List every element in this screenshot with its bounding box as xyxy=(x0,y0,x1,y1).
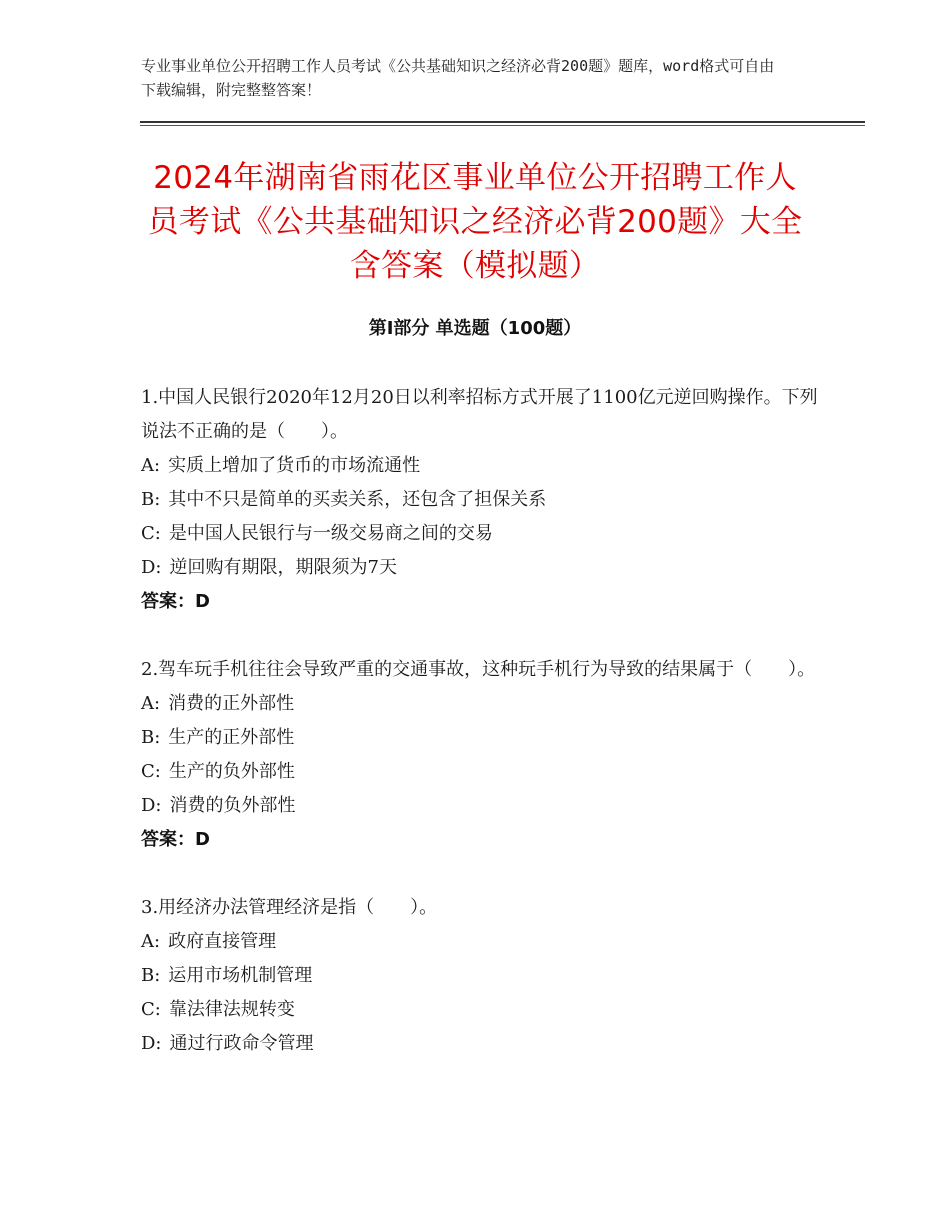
option-text: 通过行政命令管理 xyxy=(169,1033,314,1054)
answer-line: 答案：D xyxy=(141,829,210,850)
option-key: B: xyxy=(141,965,161,986)
header-divider-thick xyxy=(140,121,865,123)
option-a xyxy=(141,449,821,483)
question-list xyxy=(141,381,821,1095)
question-stem: 2.驾车玩手机往往会导致严重的交通事故，这种玩手机行为导致的结果属于（ ）。 xyxy=(141,659,816,680)
option-text: 生产的负外部性 xyxy=(168,761,295,782)
option-text: 生产的正外部性 xyxy=(168,727,295,748)
question-item xyxy=(141,653,821,857)
question-stem: 3.用经济办法管理经济是指（ ）。 xyxy=(141,897,438,918)
option-text: 消费的正外部性 xyxy=(168,693,295,714)
option-text: 运用市场机制管理 xyxy=(168,965,313,986)
header-note: 专业事业单位公开招聘工作人员考试《公共基础知识之经济必背200题》题库，word格式可自由下载编辑，附完整整答案！ xyxy=(141,57,775,99)
option-key: C: xyxy=(141,999,161,1020)
option-c xyxy=(141,517,821,551)
option-key: D: xyxy=(141,795,162,816)
option-b xyxy=(141,959,821,993)
option-d xyxy=(141,551,821,585)
section-title: 第Ⅰ部分 单选题（100题） xyxy=(368,318,582,339)
option-text: 消费的负外部性 xyxy=(169,795,296,816)
option-key: B: xyxy=(141,489,161,510)
question-stem: 1.中国人民银行2020年12月20日以利率招标方式开展了1100亿元逆回购操作。下列说法不正确的是（ ）。 xyxy=(141,387,818,442)
option-a xyxy=(141,925,821,959)
option-d xyxy=(141,1027,821,1061)
document-title: 2024年湖南省雨花区事业单位公开招聘工作人员考试《公共基础知识之经济必背200题》大全含答案（模拟题） xyxy=(147,160,803,284)
option-key: A: xyxy=(141,455,161,476)
header-divider-thin xyxy=(140,125,865,126)
option-key: A: xyxy=(141,693,161,714)
question-item xyxy=(141,381,821,619)
question-item xyxy=(141,891,821,1061)
option-text: 实质上增加了货币的市场流通性 xyxy=(168,455,421,476)
option-key: D: xyxy=(141,557,162,578)
option-key: C: xyxy=(141,523,161,544)
option-key: A: xyxy=(141,931,161,952)
option-b xyxy=(141,721,821,755)
option-c xyxy=(141,993,821,1027)
option-text: 政府直接管理 xyxy=(168,931,277,952)
option-text: 其中不只是简单的买卖关系，还包含了担保关系 xyxy=(168,489,547,510)
option-key: B: xyxy=(141,727,161,748)
option-text: 靠法律法规转变 xyxy=(168,999,295,1020)
option-text: 逆回购有期限，期限须为7天 xyxy=(169,557,397,578)
option-c xyxy=(141,755,821,789)
option-a xyxy=(141,687,821,721)
option-key: C: xyxy=(141,761,161,782)
option-d xyxy=(141,789,821,823)
answer-line: 答案：D xyxy=(141,591,210,612)
option-key: D: xyxy=(141,1033,162,1054)
option-text: 是中国人民银行与一级交易商之间的交易 xyxy=(168,523,493,544)
option-b xyxy=(141,483,821,517)
